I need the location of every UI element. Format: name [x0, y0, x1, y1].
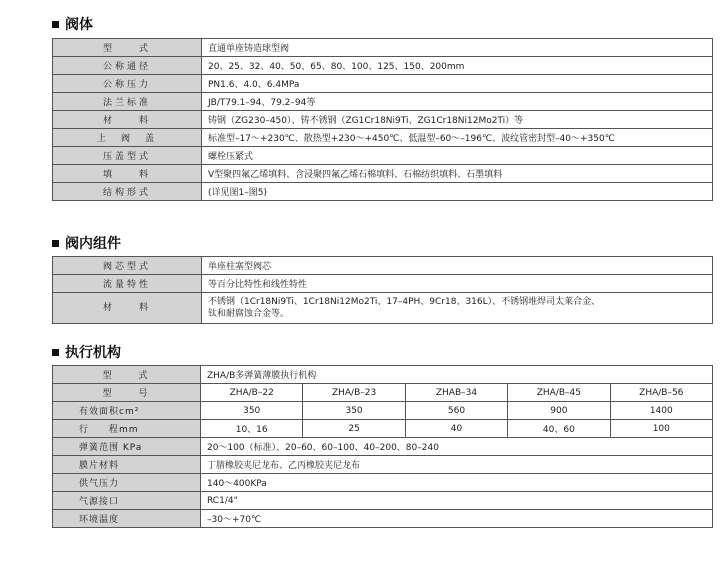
table-row — [53, 384, 713, 402]
row-value: ZHA/B多弹簧薄膜执行机构 — [201, 366, 713, 384]
row-label: 环境温度 — [53, 510, 201, 528]
table-row — [53, 57, 713, 75]
row-label: 膜片材料 — [53, 456, 201, 474]
row-label: 流量特性 — [53, 275, 202, 293]
table-row — [53, 75, 713, 93]
row-label: 弹簧范围 KPa — [53, 438, 201, 456]
row-value-line: 不锈钢（1Cr18Ni9Ti、1Cr18Ni12Mo2Ti、17–4PH、9Cr18、316L）、不锈钢堆焊司太莱合金、 — [208, 297, 601, 307]
section-title-text: 阀体 — [65, 17, 93, 33]
row-value: 140～400KPa — [201, 474, 713, 492]
row-label: 有效面积cm² — [53, 402, 201, 420]
square-bullet-icon — [52, 240, 59, 247]
row-label: 阀芯型式 — [53, 257, 202, 275]
model-cell: ZHA/B–56 — [610, 384, 712, 402]
table-row — [53, 492, 713, 510]
stroke-cell: 10、16 — [201, 420, 303, 438]
area-cell: 1400 — [610, 402, 712, 420]
row-value: 丁腈橡胶夹尼龙布、乙丙橡胶夹尼龙布 — [201, 456, 713, 474]
section-title-actuator — [52, 342, 121, 362]
row-label: 行 程mm — [53, 420, 201, 438]
model-cell: ZHA/B–22 — [201, 384, 303, 402]
table-row — [53, 420, 713, 438]
table-row — [53, 275, 713, 293]
row-value: 20、25、32、40、50、65、80、100、125、150、200mm — [202, 57, 713, 75]
row-value: V型聚四氟乙烯填料、含浸聚四氟乙烯石棉填料、石棉纺织填料、石墨填料 — [202, 165, 713, 183]
row-label: 型 式 — [53, 366, 201, 384]
table-row — [53, 183, 713, 201]
row-value — [202, 293, 713, 324]
row-value: 标准型–17～+230℃、散热型+230～+450℃、低温型–60～–196℃、波纹管密封型–40～+350℃ — [202, 129, 713, 147]
row-label: 上 阀 盖 — [53, 129, 202, 147]
table-row — [53, 147, 713, 165]
valve-trim-table — [52, 256, 713, 324]
row-label: 材 料 — [53, 293, 202, 324]
row-label: 压盖型式 — [53, 147, 202, 165]
row-value: JB/T79.1–94、79.2–94等 — [202, 93, 713, 111]
table-row — [53, 293, 713, 324]
row-label: 法兰标准 — [53, 93, 202, 111]
model-cell: ZHAB–34 — [405, 384, 507, 402]
row-label: 材 料 — [53, 111, 202, 129]
table-row — [53, 257, 713, 275]
row-label: 结构形式 — [53, 183, 202, 201]
row-value: 单座柱塞型阀芯 — [202, 257, 713, 275]
row-label: 型 式 — [53, 39, 202, 57]
area-cell: 350 — [201, 402, 303, 420]
row-value: (详见图1–图5) — [202, 183, 713, 201]
row-label: 供气压力 — [53, 474, 201, 492]
row-value: 等百分比特性和线性特性 — [202, 275, 713, 293]
section-title-text: 阀内组件 — [65, 236, 121, 252]
model-cell: ZHA/B–23 — [303, 384, 405, 402]
row-value: 螺栓压紧式 — [202, 147, 713, 165]
actuator-table — [52, 365, 713, 528]
row-value: –30～+70℃ — [201, 510, 713, 528]
area-cell: 350 — [303, 402, 405, 420]
row-value-line: 钛和耐腐蚀合金等。 — [208, 309, 290, 319]
row-label: 公称压力 — [53, 75, 202, 93]
row-label: 气源接口 — [53, 492, 201, 510]
table-row — [53, 438, 713, 456]
table-row — [53, 366, 713, 384]
valve-body-table — [52, 38, 713, 201]
square-bullet-icon — [52, 21, 59, 28]
stroke-cell: 40 — [405, 420, 507, 438]
row-value: PN1.6、4.0、6.4MPa — [202, 75, 713, 93]
row-label: 公称通径 — [53, 57, 202, 75]
row-value: 直通单座铸造球型阀 — [202, 39, 713, 57]
area-cell: 560 — [405, 402, 507, 420]
stroke-cell: 40、60 — [508, 420, 610, 438]
table-row — [53, 129, 713, 147]
table-row — [53, 510, 713, 528]
row-value: 铸钢（ZG230–450）、铸不锈钢（ZG1Cr18Ni9Ti、ZG1Cr18Ni12Mo2Ti）等 — [202, 111, 713, 129]
area-cell: 900 — [508, 402, 610, 420]
table-row — [53, 402, 713, 420]
table-row — [53, 111, 713, 129]
table-row — [53, 165, 713, 183]
row-label: 填 料 — [53, 165, 202, 183]
section-title-text: 执行机构 — [65, 345, 121, 361]
table-row — [53, 93, 713, 111]
section-title-valve-body — [52, 14, 93, 34]
square-bullet-icon — [52, 349, 59, 356]
model-cell: ZHA/B–45 — [508, 384, 610, 402]
row-value: RC1/4" — [201, 492, 713, 510]
row-value: 20～100（标准）、20–60、60–100、40–200、80–240 — [201, 438, 713, 456]
table-row — [53, 456, 713, 474]
row-label: 型 号 — [53, 384, 201, 402]
section-title-valve-trim — [52, 233, 121, 253]
table-row — [53, 474, 713, 492]
stroke-cell: 100 — [610, 420, 712, 438]
stroke-cell: 25 — [303, 420, 405, 438]
table-row — [53, 39, 713, 57]
